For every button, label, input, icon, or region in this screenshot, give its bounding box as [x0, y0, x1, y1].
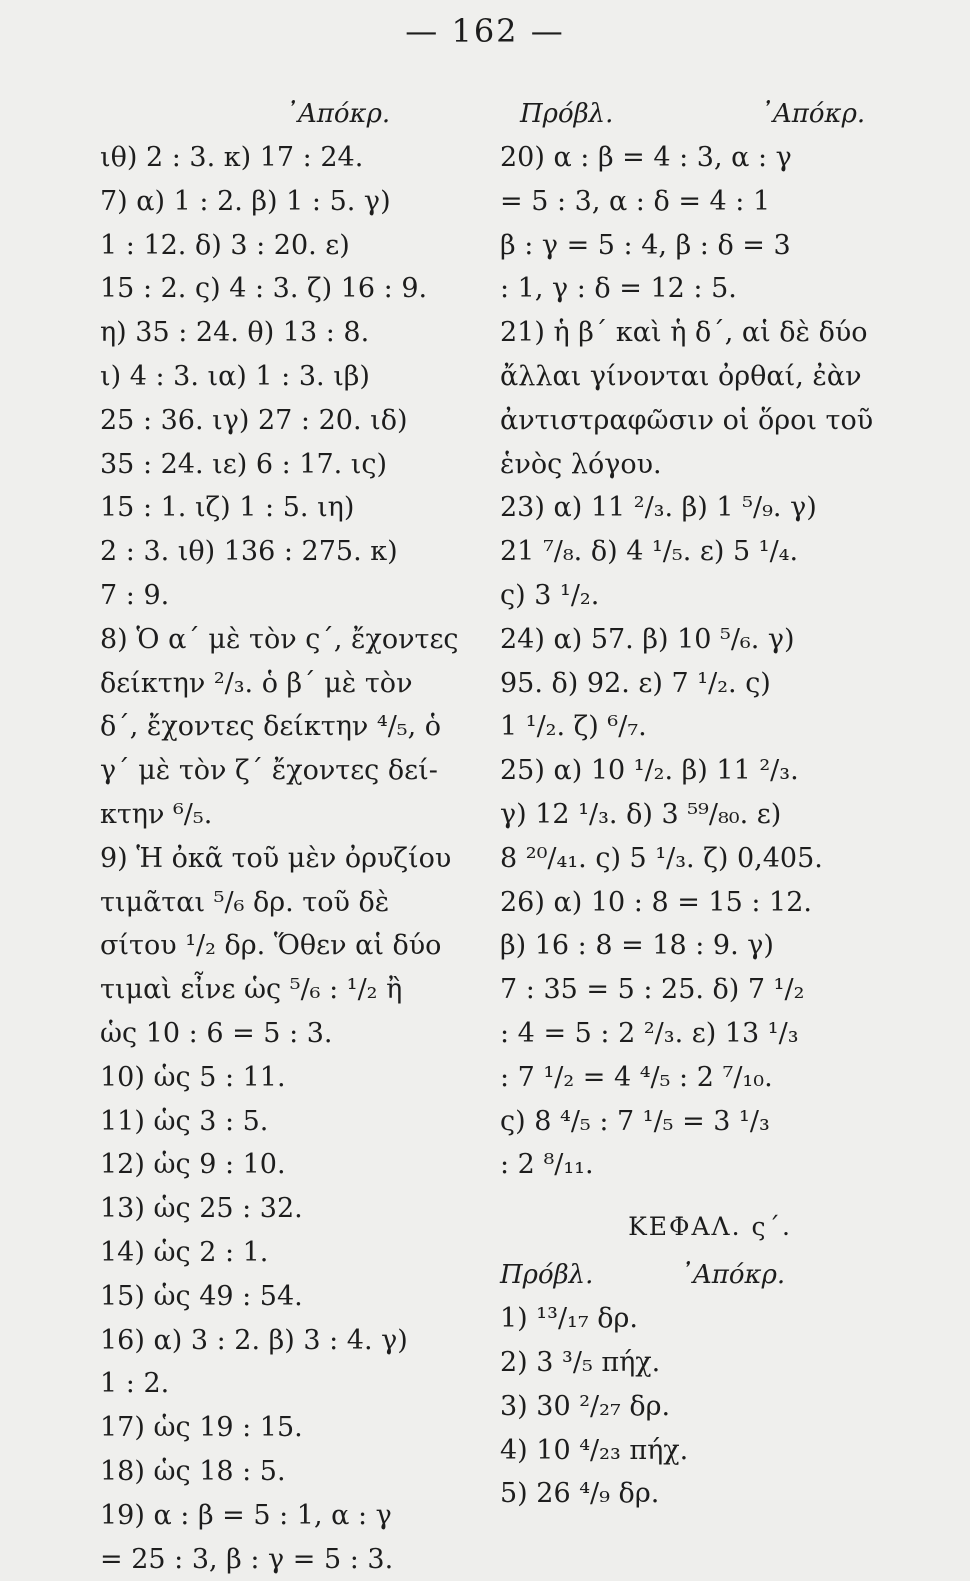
- answer-line: 26) α) 10 : 8 = 15 : 12.: [500, 881, 920, 925]
- answer-line: 12) ὡς 9 : 10.: [100, 1143, 500, 1187]
- answer-line: 21) ἡ β΄ καὶ ἡ δ΄, αἱ δὲ δύο: [500, 311, 920, 355]
- answer-line: 8 ²⁰/₄₁. ς) 5 ¹/₃. ζ) 0,405.: [500, 837, 920, 881]
- answer-line: β : γ = 5 : 4, β : δ = 3: [500, 224, 920, 268]
- answer-line: 7 : 35 = 5 : 25. δ) 7 ¹/₂: [500, 968, 920, 1012]
- page-number: — 162 —: [0, 12, 970, 50]
- answer-line: δ΄, ἔχοντες δείκτην ⁴/₅, ὁ: [100, 705, 500, 749]
- answer-line: 21 ⁷/₈. δ) 4 ¹/₅. ε) 5 ¹/₄.: [500, 530, 920, 574]
- answer-line: 1 ¹/₂. ζ) ⁶/₇.: [500, 705, 920, 749]
- answer-line: ς) 8 ⁴/₅ : 7 ¹/₅ = 3 ¹/₃: [500, 1100, 920, 1144]
- answer-line: : 7 ¹/₂ = 4 ⁴/₅ : 2 ⁷/₁₀.: [500, 1056, 920, 1100]
- answer-line: 18) ὡς 18 : 5.: [100, 1450, 500, 1494]
- answer-line: σίτου ¹/₂ δρ. Ὅθεν αἱ δύο: [100, 924, 500, 968]
- chapter-column-heading: [500, 1253, 920, 1297]
- answer-line: 24) α) 57. β) 10 ⁵/₆. γ): [500, 618, 920, 662]
- answers-heading: ᾿Απόκρ.: [285, 99, 390, 129]
- chapter-problems-heading: Πρόβλ.: [500, 1253, 593, 1297]
- answer-line: γ΄ μὲ τὸν ζ΄ ἔχοντες δεί-: [100, 749, 500, 793]
- chapter-answer-line: 4) 10 ⁴/₂₃ πήχ.: [500, 1429, 920, 1473]
- right-column: [500, 92, 920, 1516]
- answer-line: 1 : 12. δ) 3 : 20. ε): [100, 224, 500, 268]
- answers-heading-right: ᾿Απόκρ.: [760, 99, 865, 129]
- answer-line: 17) ὡς 19 : 15.: [100, 1406, 500, 1450]
- answer-line: γ) 12 ¹/₃. δ) 3 ⁵⁹/₈₀. ε): [500, 793, 920, 837]
- answer-line: τιμᾶται ⁵/₆ δρ. τοῦ δὲ: [100, 881, 500, 925]
- answer-line: 1 : 2.: [100, 1362, 500, 1406]
- chapter-title: ΚΕΦΑΛ. ς΄.: [500, 1187, 920, 1253]
- answer-line: ς) 3 ¹/₂.: [500, 574, 920, 618]
- chapter-answer-line: 1) ¹³/₁₇ δρ.: [500, 1297, 920, 1341]
- answer-line: 15 : 1. ιζ) 1 : 5. ιη): [100, 486, 500, 530]
- answer-line: 2 : 3. ιθ) 136 : 275. κ): [100, 530, 500, 574]
- answer-line: ἑνὸς λόγου.: [500, 443, 920, 487]
- answer-line: 15 : 2. ς) 4 : 3. ζ) 16 : 9.: [100, 267, 500, 311]
- chapter-answer-line: 5) 26 ⁴/₉ δρ.: [500, 1472, 920, 1516]
- answer-line: β) 16 : 8 = 18 : 9. γ): [500, 924, 920, 968]
- chapter-answer-line: 2) 3 ³/₅ πήχ.: [500, 1341, 920, 1385]
- answer-line: 9) Ἡ ὀκᾶ τοῦ μὲν ὀρυζίου: [100, 837, 500, 881]
- chapter-answers-heading: ᾿Απόκρ.: [680, 1253, 785, 1297]
- answer-line: δείκτην ²/₃. ὁ β΄ μὲ τὸν: [100, 662, 500, 706]
- answer-line: 25) α) 10 ¹/₂. β) 11 ²/₃.: [500, 749, 920, 793]
- answer-line: ἀντιστραφῶσιν οἱ ὅροι τοῦ: [500, 399, 920, 443]
- answer-line: ι) 4 : 3. ια) 1 : 3. ιβ): [100, 355, 500, 399]
- left-answer-lines: [100, 136, 500, 1581]
- answer-line: 10) ὡς 5 : 11.: [100, 1056, 500, 1100]
- left-column: [100, 92, 500, 1581]
- answer-line: κτην ⁶/₅.: [100, 793, 500, 837]
- answer-line: 35 : 24. ιε) 6 : 17. ις): [100, 443, 500, 487]
- chapter-answer-line: 3) 30 ²/₂₇ δρ.: [500, 1385, 920, 1429]
- answer-line: 23) α) 11 ²/₃. β) 1 ⁵/₉. γ): [500, 486, 920, 530]
- chapter-answer-lines: [500, 1297, 920, 1516]
- answer-line: = 25 : 3, β : γ = 5 : 3.: [100, 1538, 500, 1581]
- answer-line: ὡς 10 : 6 = 5 : 3.: [100, 1012, 500, 1056]
- answer-line: = 5 : 3, α : δ = 4 : 1: [500, 180, 920, 224]
- answer-line: 95. δ) 92. ε) 7 ¹/₂. ς): [500, 662, 920, 706]
- answer-line: 11) ὡς 3 : 5.: [100, 1100, 500, 1144]
- answer-line: τιμαὶ εἶνε ὡς ⁵/₆ : ¹/₂ ἢ: [100, 968, 500, 1012]
- answer-line: : 4 = 5 : 2 ²/₃. ε) 13 ¹/₃: [500, 1012, 920, 1056]
- answer-line: 16) α) 3 : 2. β) 3 : 4. γ): [100, 1319, 500, 1363]
- answer-line: 15) ὡς 49 : 54.: [100, 1275, 500, 1319]
- answer-line: 13) ὡς 25 : 32.: [100, 1187, 500, 1231]
- answer-line: η) 35 : 24. θ) 13 : 8.: [100, 311, 500, 355]
- answer-line: 7) α) 1 : 2. β) 1 : 5. γ): [100, 180, 500, 224]
- answer-line: : 2 ⁸/₁₁.: [500, 1143, 920, 1187]
- answer-line: 8) Ὁ α΄ μὲ τὸν ς΄, ἔχοντες: [100, 618, 500, 662]
- problems-heading: Πρόβλ.: [520, 92, 760, 136]
- answer-line: 14) ὡς 2 : 1.: [100, 1231, 500, 1275]
- answer-line: 19) α : β = 5 : 1, α : γ: [100, 1494, 500, 1538]
- right-column-heading: [500, 92, 920, 136]
- answer-line: : 1, γ : δ = 12 : 5.: [500, 267, 920, 311]
- answer-line: 25 : 36. ιγ) 27 : 20. ιδ): [100, 399, 500, 443]
- answer-line: ἄλλαι γίνονται ὀρθαί, ἐὰν: [500, 355, 920, 399]
- answer-line: 7 : 9.: [100, 574, 500, 618]
- answer-line: 20) α : β = 4 : 3, α : γ: [500, 136, 920, 180]
- left-column-heading: [100, 92, 500, 136]
- answer-line: ιθ) 2 : 3. κ) 17 : 24.: [100, 136, 500, 180]
- right-answer-lines: [500, 136, 920, 1187]
